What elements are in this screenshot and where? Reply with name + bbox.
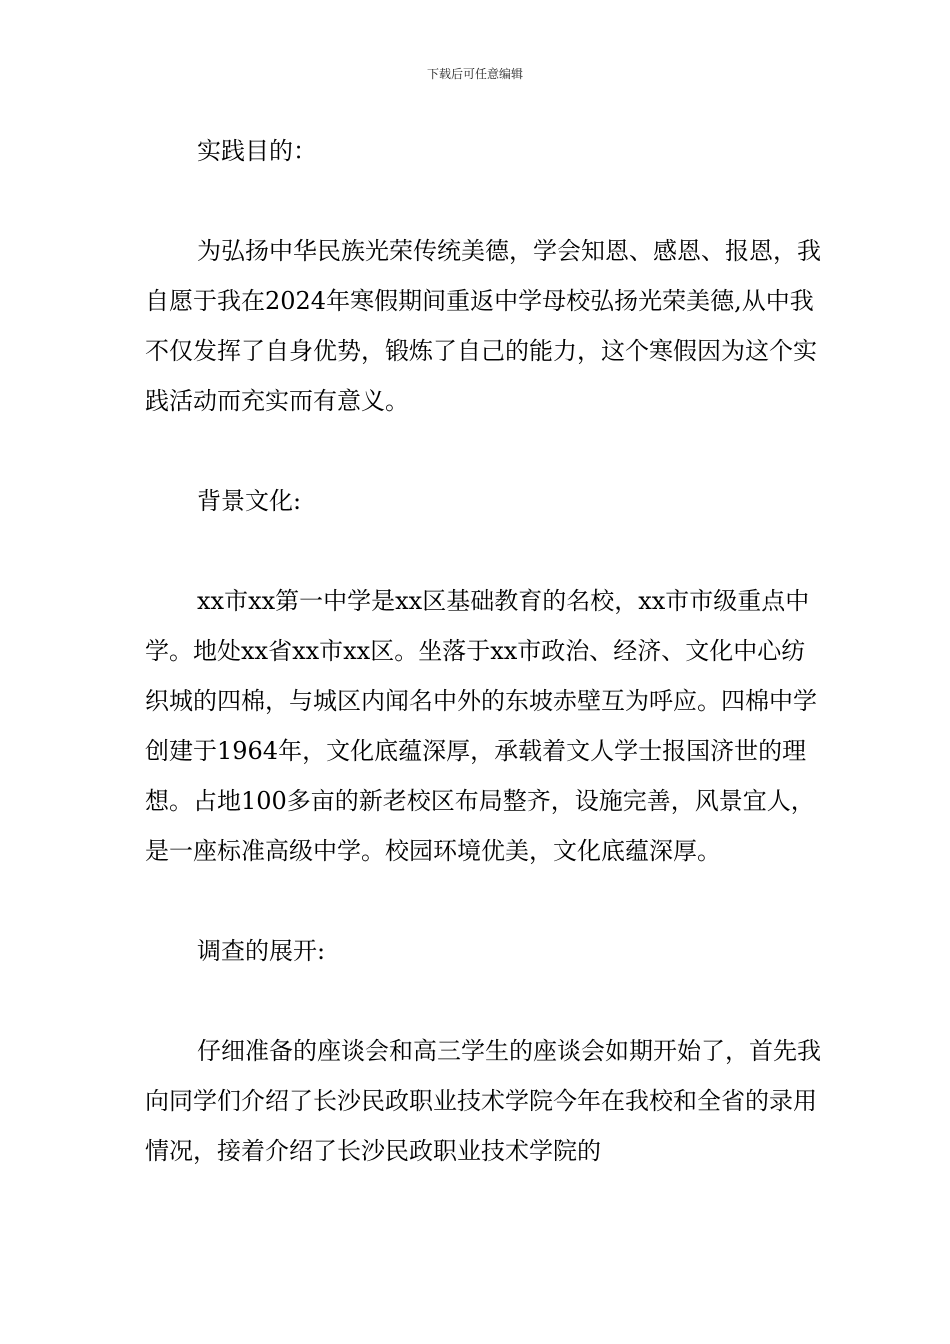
document-body xyxy=(145,126,825,1176)
section-heading-purpose: 实践目的： xyxy=(197,137,317,165)
section-paragraph-background: xx市xx第一中学是xx区基础教育的名校，xx市市级重点中学。地处xx省xx市xx区。坐落于xx市政治、经济、文化中心纺织城的四棉，与城区内闻名中外的东坡赤壁互为呼应。四棉中学创建于1964年，文化底蕴深厚，承载着文人学士报国济世的理想。占地100多亩的新老校区布局整齐，设施完善，风景宜人，是一座标准高级中学。校园环境优美，文化底蕴深厚。 xyxy=(145,587,817,865)
page-header: 下载后可任意编辑 xyxy=(426,67,523,81)
section-paragraph-purpose: 为弘扬中华民族光荣传统美德，学会知恩、感恩、报恩，我自愿于我在2024年寒假期间重返中学母校弘扬光荣美德,从中我不仅发挥了自身优势，锻炼了自己的能力，这个寒假因为这个实践活动而充实而有意义。 xyxy=(145,237,821,415)
section-heading-investigation: 调查的展开: xyxy=(197,937,326,965)
section-heading-background: 背景文化: xyxy=(197,487,302,515)
section-paragraph-investigation: 仔细准备的座谈会和高三学生的座谈会如期开始了，首先我向同学们介绍了长沙民政职业技术学院今年在我校和全省的录用情况，接着介绍了长沙民政职业技术学院的 xyxy=(145,1037,821,1165)
